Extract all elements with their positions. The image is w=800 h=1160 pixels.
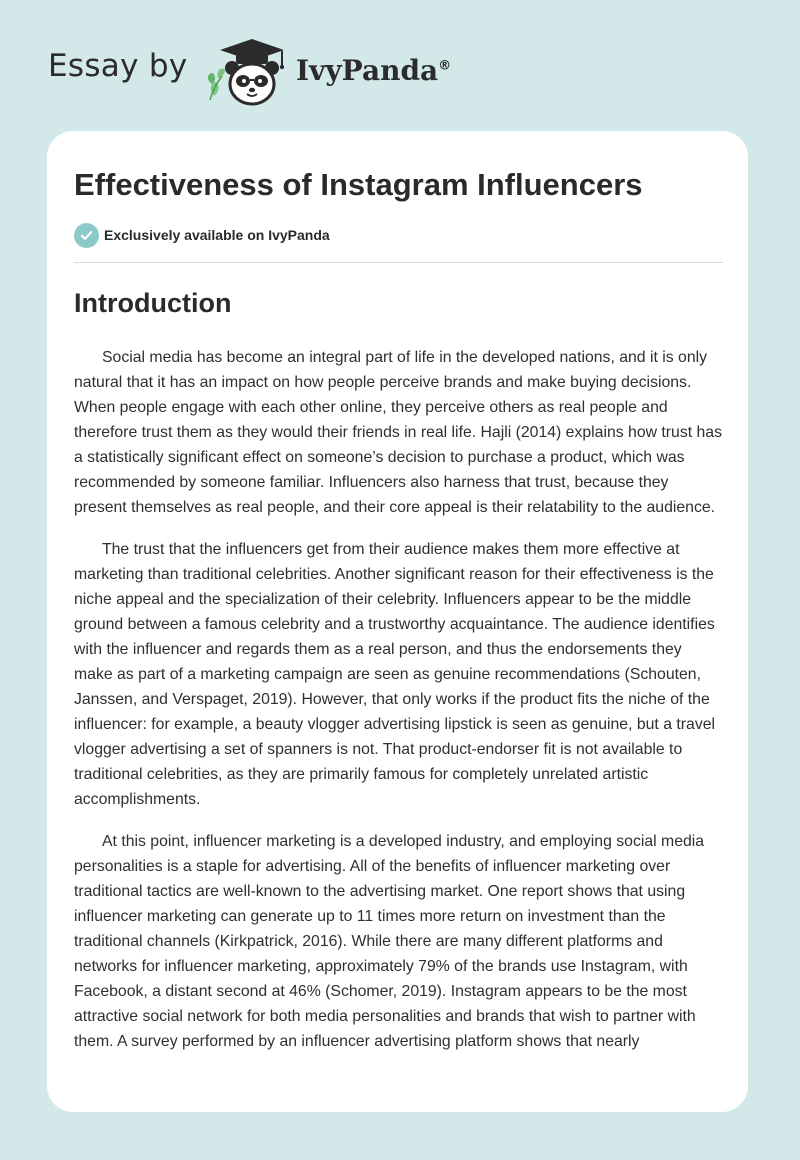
essay-by-label: Essay by <box>48 48 188 84</box>
body-paragraph: Social media has become an integral part of life in the developed nations, and it is only natural that it has an impact on how people perceive brands and make buying decisions. When people engage with each other online, they perceive others as real people and therefore trust them as they would their friends in real life. Hajli (2014) explains how trust has a statistically significant effect on someone’s decision to purchase a product, which was recommended by someone familiar. Influencers also harness that trust, because they present themselves as real people, and their core appeal is their relatability to the audience. <box>74 349 722 516</box>
checkmark-icon <box>74 223 99 248</box>
section-heading-introduction: Introduction <box>74 288 232 318</box>
ivypanda-panda-logo-icon[interactable] <box>200 36 292 108</box>
essay-title: Effectiveness of Instagram Influencers <box>74 167 643 202</box>
exclusive-badge-label: Exclusively available on IvyPanda <box>104 227 330 243</box>
essay-content <box>74 166 723 1054</box>
essay-card <box>47 131 748 1112</box>
body-paragraph: The trust that the influencers get from their audience makes them more effective at marketing than traditional celebrities. Another significant reason for their effectiveness is the niche appeal and the specialization of their celebrity. Influencers appear to be the middle ground between a famous celebrity and a trustworthy acquaintance. The audience identifies with the influencer and regards them as a real person, and thus the endorsements they make as part of a marketing campaign are seen as genuine recommendations (Schouten, Janssen, and Verspaget, 2019). However, that only works if the product fits the niche of the influencer: for example, a beauty vlogger advertising lipstick is seen as genuine, but a travel vlogger advertising a set of spanners is not. That product-endorser fit is not available to traditional celebrities, as they are primarily famous for completely unrelated artistic accomplishments. <box>74 541 716 808</box>
site-header <box>48 34 508 110</box>
title-divider <box>74 262 723 263</box>
registered-mark: ® <box>438 58 452 74</box>
brand-name-text: IvyPanda <box>296 54 439 87</box>
body-paragraph: At this point, influencer marketing is a developed industry, and employing social media personalities is a staple for advertising. All of the benefits of influencer marketing over traditional tactics are well-known to the advertising market. One report shows that using influencer marketing can generate up to 11 times more return on investment than the traditional channels (Kirkpatrick, 2016). While there are many different platforms and networks for influencer marketing, approximately 79% of the brands use Instagram, with Facebook, a distant second at 46% (Schomer, 2019). Instagram appears to be the most attractive social network for both media personalities and brands that wish to partner with them. A survey performed by an influencer advertising platform shows that nearly <box>74 833 705 1050</box>
exclusive-badge <box>74 222 723 248</box>
ivypanda-wordmark[interactable] <box>296 54 451 87</box>
